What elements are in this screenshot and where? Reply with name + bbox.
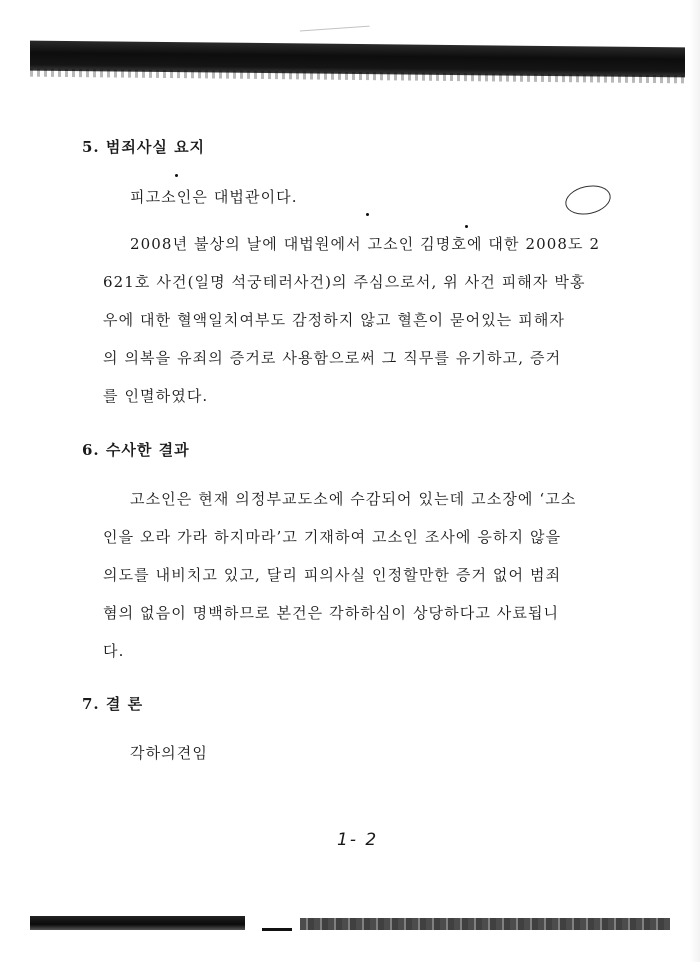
body-line: 고소인은 현재 의정부교도소에 수감되어 있는데 고소장에 ‘고소 [130,490,577,508]
page-number: 1- 2 [337,830,379,850]
section-6-body [103,480,618,670]
section-6-heading: 6. 수사한 결과 [82,441,190,459]
redaction-bar-bottom [30,916,245,930]
scan-edge-shadow [690,0,700,962]
section-5-heading: 5. 범죄사실 요지 [82,138,206,156]
body-line: 다. [103,642,125,660]
section-5-body [103,225,618,415]
section-5-statement [130,178,298,216]
scan-speck [175,174,178,177]
body-line: 우에 대한 혈액일치여부도 감정하지 않고 혈흔이 묻어있는 피해자 [103,311,566,329]
body-line: 를 인멸하였다. [103,387,209,405]
scan-noise-bottom [300,918,670,930]
scan-smudge [300,26,370,40]
statement-line: 피고소인은 대법관이다. [130,188,298,206]
section-7-conclusion [130,734,208,772]
body-line: 인을 오라 가라 하지마라’고 기재하여 고소인 조사에 응하지 않을 [103,528,562,546]
body-line: 의도를 내비치고 있고, 달리 피의사실 인정할만한 증거 없어 범죄 [103,566,562,584]
body-line: 621호 사건(일명 석궁테러사건)의 주심으로서, 위 사건 피해자 박홍 [103,273,586,291]
conclusion-line: 각하의견임 [130,744,208,762]
redaction-bar-top [30,41,685,78]
signature-seal [563,182,614,219]
section-7-heading: 7. 결 론 [82,695,144,713]
body-line: 의 의복을 유죄의 증거로 사용함으로써 그 직무를 유기하고, 증거 [103,349,562,367]
body-line: 혐의 없음이 명백하므로 본건은 각하하심이 상당하다고 사료됩니 [103,604,560,622]
body-line: 2008년 불상의 날에 대법원에서 고소인 김명호에 대한 2008도 2 [130,235,601,253]
scan-speck [366,213,369,216]
scan-mark [262,928,292,931]
